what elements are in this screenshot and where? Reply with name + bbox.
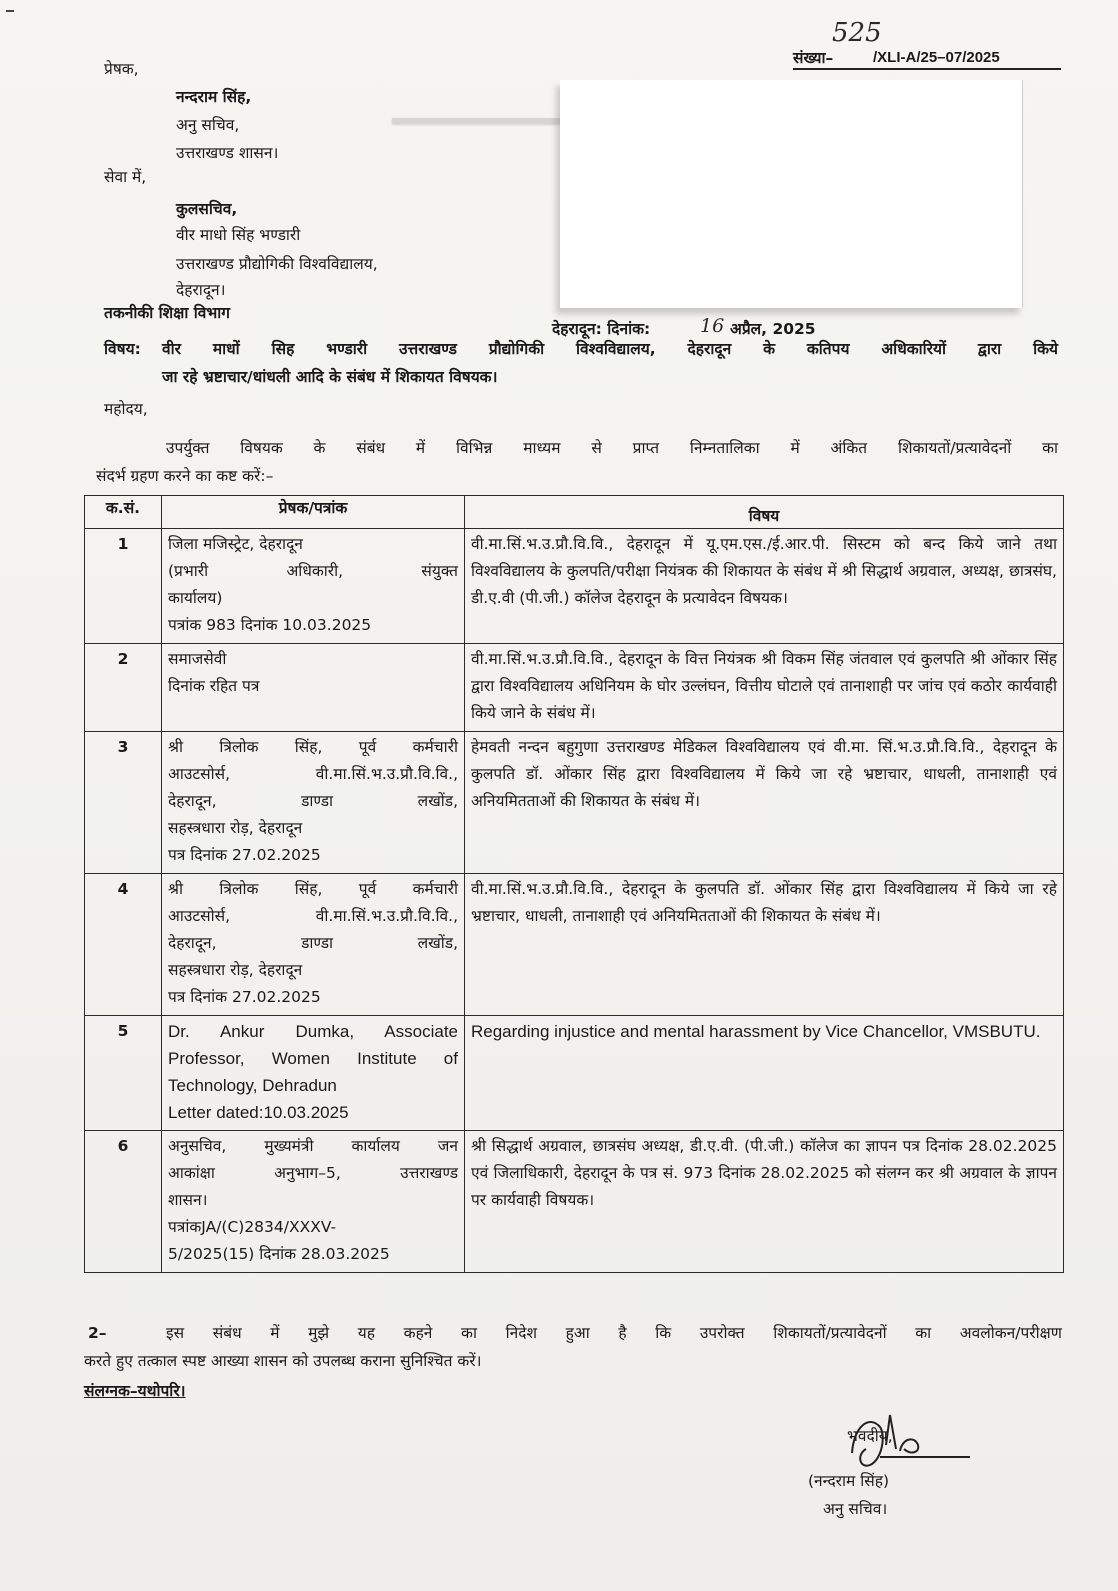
row-sender xyxy=(162,1131,465,1273)
reference-label: संख्या– xyxy=(793,49,834,67)
signatory-designation: अनु सचिव। xyxy=(823,1500,888,1518)
header-sender: प्रेषक/पत्रांक xyxy=(162,496,465,529)
sender-line: Dr. Ankur Dumka, Associate xyxy=(168,1022,458,1041)
row-subject: वी.मा.सिं.भ.उ.प्रौ.वि.वि., देहरादून में यू.एम.एस./ई.आर.पी. सिस्टम को बन्द किये जाने तथा विश्वविद्यालय के कुलपति/परीक्षा नियंत्रक की शिकायत के संबंध में श्री सिद्धार्थ अग्रवाल, अध्यक्ष, छात्रसंघ, डी.ए.वी (पी.जी.) कॉलेज देहरादून के प्रत्यावेदन विषयक। xyxy=(465,529,1064,644)
sender-line: कार्यालय) xyxy=(168,589,223,607)
table-body xyxy=(85,529,1064,1273)
intro-line2: संदर्भ ग्रहण करने का कष्ट करें:– xyxy=(96,467,274,485)
complaints-table xyxy=(84,495,1064,1273)
row-serial: 4 xyxy=(85,874,162,1016)
place-date-prefix: देहरादून: दिनांक: xyxy=(552,320,651,338)
row-subject: वी.मा.सिं.भ.उ.प्रौ.वि.वि., देहरादून के वित्त नियंत्रक श्री विकम सिंह जंतवाल एवं कुलपति श्री ओंकार सिंह द्वारा विश्वविद्यालय अधिनियम के घोर उल्लंघन, वित्तीय घोटाले एवं तानाशाही पर जांच एवं कठोर कार्यवाही किये जाने के संबंध में। xyxy=(465,644,1064,732)
valediction: भवदीय, xyxy=(847,1427,893,1445)
sender-line: 5/2025(15) दिनांक 28.03.2025 xyxy=(168,1245,390,1263)
header-subject: विषय xyxy=(465,496,1064,529)
row-serial: 6 xyxy=(85,1131,162,1273)
row-serial: 3 xyxy=(85,732,162,874)
table-header-row xyxy=(85,496,1064,529)
signatory-name: (नन्दराम सिंह) xyxy=(808,1472,889,1490)
recipient-designation: कुलसचिव, xyxy=(176,200,238,218)
sender-line: पत्र दिनांक 27.02.2025 xyxy=(168,988,321,1006)
sender-line: जिला मजिस्ट्रेट, देहरादून xyxy=(168,535,303,553)
sender-line: देहरादून, डाण्डा लखोंड, xyxy=(168,792,458,810)
subject-line2: जा रहे भ्रष्टाचार/धांधली आदि के संबंध में शिकायत विषयक। xyxy=(162,368,498,386)
row-sender xyxy=(162,644,465,732)
sender-line: Professor, Women Institute of xyxy=(168,1049,458,1068)
sender-line: दिनांक रहित पत्र xyxy=(168,677,260,695)
table-row xyxy=(85,644,1064,732)
recipient-line2: उत्तराखण्ड प्रौद्योगिकी विश्वविद्यालय, xyxy=(176,255,378,273)
signature-scribble xyxy=(840,1405,980,1475)
sender-line: सहस्त्रधारा रोड़, देहरादून xyxy=(168,819,303,837)
sender-line: Letter dated:10.03.2025 xyxy=(168,1103,349,1122)
subject-label: विषय: xyxy=(104,340,141,358)
para2-line2: करते हुए तत्काल स्पष्ट आख्या शासन को उपलब्ध कराना सुनिश्चित करें। xyxy=(84,1352,482,1370)
para2-number: 2– xyxy=(88,1324,107,1342)
row-sender xyxy=(162,529,465,644)
sender-line: शासन। xyxy=(168,1191,208,1209)
reference-handwritten-number: 525 xyxy=(832,18,882,48)
sender-line: श्री त्रिलोक सिंह, पूर्व कर्मचारी xyxy=(168,738,458,756)
place-date-suffix: अप्रैल, 2025 xyxy=(730,320,816,338)
row-subject: वी.मा.सिं.भ.उ.प्रौ.वि.वि., देहरादून के कुलपति डॉ. ओंकार सिंह द्वारा विश्वविद्यालय में किये जा रहे भ्रष्टाचार, धाधली, तानाशाही एवं अनियमितताओं की शिकायत के संबंध में। xyxy=(465,874,1064,1016)
sender-line: आउटसोर्स, वी.मा.सिं.भ.उ.प्रौ.वि.वि., xyxy=(168,765,458,783)
sender-line: पत्र दिनांक 27.02.2025 xyxy=(168,846,321,864)
table-row xyxy=(85,1131,1064,1273)
department: तकनीकी शिक्षा विभाग xyxy=(104,304,231,322)
subject-line1: वीर माधों सिह भण्डारी उत्तराखण्ड प्रौद्योगिकी विश्वविद्यालय, देहरादून के कतिपय अधिकारियों द्वारा किये xyxy=(162,340,1058,358)
salutation: महोदय, xyxy=(104,400,148,418)
row-subject: हेमवती नन्दन बहुगुणा उत्तराखण्ड मेडिकल विश्वविद्यालय एवं वी.मा. सिं.भ.उ.प्रौ.वि.वि., देहरादून के कुलपति डॉ. ओंकार सिंह द्वारा विश्वविद्यालय में किये जा रहे भ्रष्टाचार, धाधली, तानाशाही एवं अनियमितताओं की शिकायत के संबंध में। xyxy=(465,732,1064,874)
sender-line: आउटसोर्स, वी.मा.सिं.भ.उ.प्रौ.वि.वि., xyxy=(168,907,458,925)
reference-underline xyxy=(793,68,1061,70)
sender-line: पत्रांकJA/(C)2834/XXXV- xyxy=(168,1218,337,1236)
row-serial: 2 xyxy=(85,644,162,732)
sender-line: देहरादून, डाण्डा लखोंड, xyxy=(168,934,458,952)
para2-line1: इस संबंध में मुझे यह कहने का निदेश हुआ है कि उपरोक्त शिकायतों/प्रत्यावेदनों का अवलोकन/परीक्षण xyxy=(166,1324,1062,1342)
row-sender xyxy=(162,1016,465,1131)
redaction-patch xyxy=(560,80,1023,308)
recipient-line1: वीर माधो सिंह भण्डारी xyxy=(176,226,301,244)
sender-line: सहस्त्रधारा रोड़, देहरादून xyxy=(168,961,303,979)
sender-line: अनुसचिव, मुख्यमंत्री कार्यालय जन xyxy=(168,1137,458,1155)
sender-designation: अनु सचिव, xyxy=(176,116,240,134)
recipient-city: देहरादून। xyxy=(176,281,226,299)
row-subject: Regarding injustice and mental harassment by Vice Chancellor, VMSBUTU. xyxy=(465,1016,1064,1131)
table-row xyxy=(85,732,1064,874)
recipient-label: सेवा में, xyxy=(104,168,147,186)
intro-line1: उपर्युक्त विषयक के संबंध में विभिन्न माध्यम से प्राप्त निम्नतालिका में अंकित शिकायतों/प्रत्यावेदनों का xyxy=(166,439,1058,457)
sender-line: समाजसेवी xyxy=(168,650,227,668)
enclosure: संलग्नक–यथोपरि। xyxy=(84,1382,186,1400)
sender-line: आकांक्षा अनुभाग–5, उत्तराखण्ड xyxy=(168,1164,458,1182)
row-subject: श्री सिद्धार्थ अग्रवाल, छात्रसंघ अध्यक्ष, डी.ए.वी. (पी.जी.) कॉलेज का ज्ञापन पत्र दिनांक 28.02.2025 एवं जिलाधिकारी, देहरादून के पत्र सं. 973 दिनांक 28.02.2025 को संलग्न कर श्री अग्रवाल के ज्ञापन पर कार्यवाही विषयक। xyxy=(465,1131,1064,1273)
row-sender xyxy=(162,874,465,1016)
sender-line: (प्रभारी अधिकारी, संयुक्त xyxy=(168,562,458,580)
table-row xyxy=(85,529,1064,644)
sender-line: Technology, Dehradun xyxy=(168,1076,337,1095)
reference-suffix: /XLI-A/25–07/2025 xyxy=(873,49,1000,66)
header-serial: क.सं. xyxy=(85,496,162,529)
sender-label: प्रेषक, xyxy=(104,60,139,78)
sender-line: श्री त्रिलोक सिंह, पूर्व कर्मचारी xyxy=(168,880,458,898)
redaction-strip xyxy=(392,118,560,124)
row-serial: 1 xyxy=(85,529,162,644)
date-day-handwritten: 16 xyxy=(700,315,725,337)
table-row xyxy=(85,1016,1064,1131)
sender-line: पत्रांक 983 दिनांक 10.03.2025 xyxy=(168,616,372,634)
sender-office: उत्तराखण्ड शासन। xyxy=(176,144,279,162)
row-serial: 5 xyxy=(85,1016,162,1131)
scan-mark xyxy=(6,10,14,12)
row-sender xyxy=(162,732,465,874)
sender-name: नन्दराम सिंह, xyxy=(176,88,252,106)
table-row xyxy=(85,874,1064,1016)
